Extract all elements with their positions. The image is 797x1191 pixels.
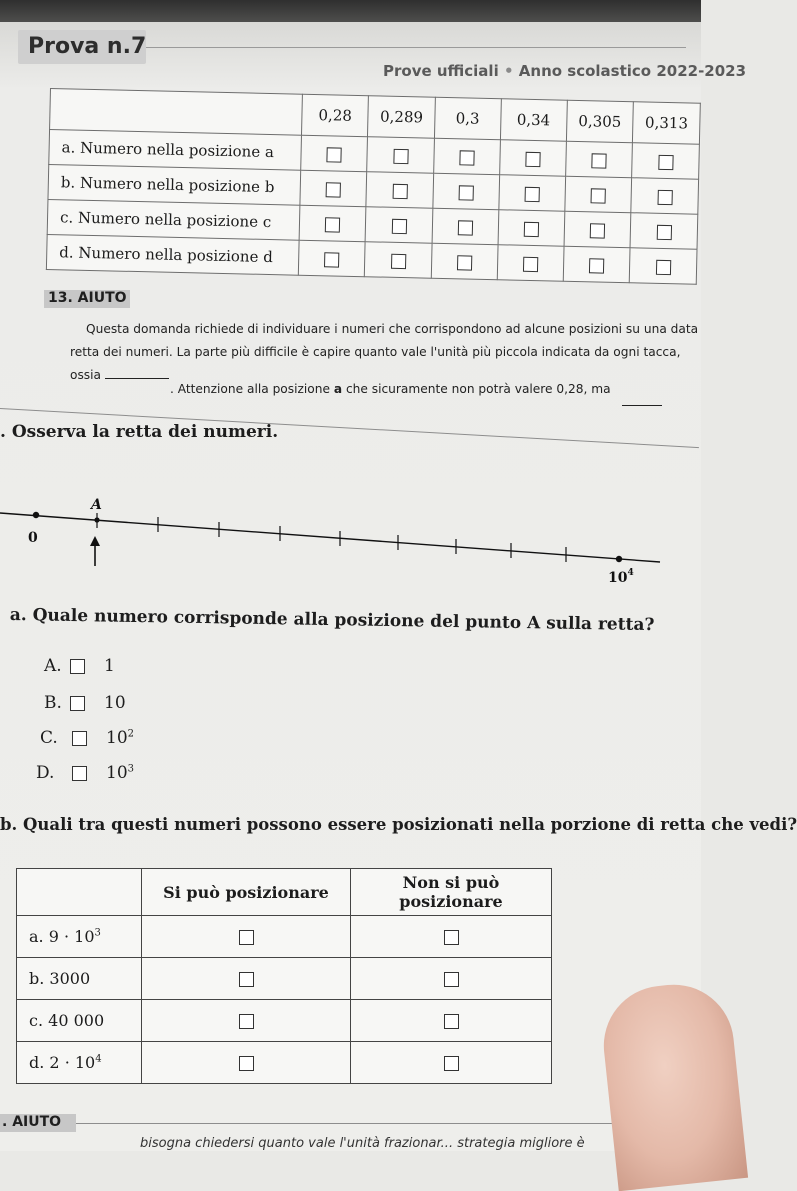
positions-corner — [50, 89, 303, 136]
checkbox[interactable] — [239, 1056, 254, 1071]
checkbox[interactable] — [326, 182, 341, 197]
checkbox[interactable] — [459, 150, 474, 165]
col-header-can: Si può posizionare — [142, 869, 351, 916]
question-b: b. Quali tra questi numeri possono essere posizionati nella porzione di retta che vedi? — [0, 815, 797, 834]
row-label: d. Numero nella posizione d — [46, 234, 299, 275]
row-label: a. Numero nella posizione a — [49, 130, 302, 171]
option-exp: 2 — [127, 728, 135, 740]
checkbox[interactable] — [591, 153, 606, 168]
row-base: 3000 — [49, 969, 91, 988]
help-text-line — [170, 382, 611, 396]
end-label — [608, 568, 634, 586]
subtitle-separator: • — [503, 62, 514, 80]
placement-corner — [17, 869, 142, 916]
checkbox[interactable] — [72, 766, 87, 781]
answer-blank[interactable] — [622, 395, 662, 406]
checkbox[interactable] — [525, 151, 540, 166]
checkbox[interactable] — [656, 224, 671, 239]
checkbox[interactable] — [325, 217, 340, 232]
row-letter: b. — [29, 969, 45, 988]
row-label — [17, 916, 142, 958]
checkbox[interactable] — [658, 154, 673, 169]
option-base: 10 — [106, 763, 128, 783]
help-rule — [76, 1123, 636, 1124]
checkbox[interactable] — [324, 252, 339, 267]
row-exp: 4 — [95, 1053, 102, 1065]
option-letter: A. — [44, 656, 62, 676]
checkbox[interactable] — [590, 223, 605, 238]
help-label: . AIUTO — [2, 1114, 62, 1130]
checkbox[interactable] — [239, 1014, 254, 1029]
checkbox[interactable] — [391, 253, 406, 268]
point-a — [94, 517, 99, 522]
row-label: c. Numero nella posizione c — [47, 199, 300, 240]
col-header: 0,3 — [434, 97, 501, 139]
checkbox[interactable] — [444, 930, 459, 945]
row-exp: 3 — [94, 927, 101, 939]
checkbox[interactable] — [70, 659, 85, 674]
col-header: 0,289 — [368, 96, 436, 139]
question-a: a. Quale numero corrisponde alla posizione del punto A sulla retta? — [9, 605, 655, 636]
row-label — [17, 1042, 142, 1084]
option-letter: B. — [44, 693, 62, 713]
finger — [598, 979, 748, 1191]
end-label-exp: 4 — [627, 568, 634, 578]
option-base: 10 — [106, 728, 128, 748]
placement-header-row — [17, 869, 552, 916]
checkbox[interactable] — [589, 258, 604, 273]
col-header: 0,313 — [633, 102, 701, 145]
row-letter: d. — [29, 1053, 45, 1072]
checkbox[interactable] — [444, 1056, 459, 1071]
checkbox[interactable] — [327, 147, 342, 162]
table-row — [17, 958, 552, 1000]
checkbox[interactable] — [457, 255, 472, 270]
row-label — [17, 1000, 142, 1042]
header-subtitle — [383, 62, 746, 80]
row-label — [17, 958, 142, 1000]
placement-table — [16, 868, 552, 1084]
arrow-icon — [90, 536, 100, 566]
help-text-line: Questa domanda richiede di individuare i numeri che corrispondono ad alcune posizioni su una data — [86, 322, 699, 336]
help-text-ossia: ossia — [70, 368, 102, 382]
option-value — [106, 728, 134, 748]
option-c[interactable] — [40, 728, 180, 750]
checkbox[interactable] — [458, 185, 473, 200]
col-header: 0,305 — [566, 100, 634, 143]
help-text-rest: che sicuramente non potrà valere 0,28, ma — [345, 382, 611, 396]
end-point — [616, 556, 622, 562]
help-text-line: retta dei numeri. La parte più difficile è capire quanto vale l'unità più piccola indicata da ogni tacca, — [70, 345, 681, 359]
header-rule — [146, 47, 686, 48]
answer-blank[interactable] — [105, 368, 169, 379]
help-text: bisogna chiedersi quanto vale l'unità frazionar... strategia migliore è — [140, 1136, 585, 1151]
zero-point — [33, 512, 39, 518]
test-title: Prova n.7 — [28, 34, 147, 59]
row-letter: a. — [29, 927, 44, 946]
option-exp: 3 — [127, 763, 135, 775]
option-letter: D. — [36, 763, 55, 783]
checkbox[interactable] — [656, 259, 671, 274]
checkbox[interactable] — [458, 220, 473, 235]
col-header: 0,28 — [302, 94, 369, 136]
option-value: 10 — [104, 693, 126, 713]
exercise-title: . Osserva la retta dei numeri. — [0, 422, 279, 442]
checkbox[interactable] — [391, 218, 406, 233]
row-base: 40 000 — [48, 1011, 105, 1030]
checkbox[interactable] — [72, 731, 87, 746]
col-header-cannot: Non si può posizionare — [351, 869, 552, 916]
help-label: 13. AIUTO — [48, 290, 127, 306]
table-row — [17, 1042, 552, 1084]
help-text-position-a: a — [333, 382, 343, 396]
positions-table — [46, 88, 701, 285]
table-row — [17, 916, 552, 958]
checkbox[interactable] — [393, 148, 408, 163]
option-letter: C. — [40, 728, 58, 748]
end-label-base: 10 — [608, 570, 628, 586]
row-letter: c. — [29, 1011, 44, 1030]
checkbox[interactable] — [239, 972, 254, 987]
subtitle-part-a: Prove ufficiali — [383, 62, 499, 80]
checkbox[interactable] — [392, 183, 407, 198]
checkbox[interactable] — [657, 189, 672, 204]
row-base: 2 · 10 — [49, 1053, 96, 1072]
checkbox[interactable] — [523, 256, 538, 271]
number-line — [0, 490, 701, 600]
row-base: 9 · 10 — [48, 927, 95, 946]
point-a-label: A — [91, 497, 102, 513]
checkbox[interactable] — [239, 930, 254, 945]
help-text-line — [70, 368, 169, 382]
checkbox[interactable] — [444, 972, 459, 987]
option-b[interactable] — [44, 693, 184, 715]
checkbox[interactable] — [444, 1014, 459, 1029]
option-value — [106, 763, 134, 783]
table-row — [17, 1000, 552, 1042]
zero-label: 0 — [28, 530, 38, 546]
row-label: b. Numero nella posizione b — [48, 164, 301, 205]
checkbox[interactable] — [523, 221, 538, 236]
checkbox[interactable] — [591, 188, 606, 203]
checkbox[interactable] — [524, 186, 539, 201]
col-header: 0,34 — [500, 99, 567, 141]
option-a[interactable] — [44, 656, 184, 678]
checkbox[interactable] — [70, 696, 85, 711]
subtitle-part-b: Anno scolastico 2022-2023 — [518, 62, 747, 80]
option-value: 1 — [104, 656, 115, 676]
help-text-attention: . Attenzione alla posizione — [170, 382, 330, 396]
option-d[interactable] — [36, 763, 176, 785]
